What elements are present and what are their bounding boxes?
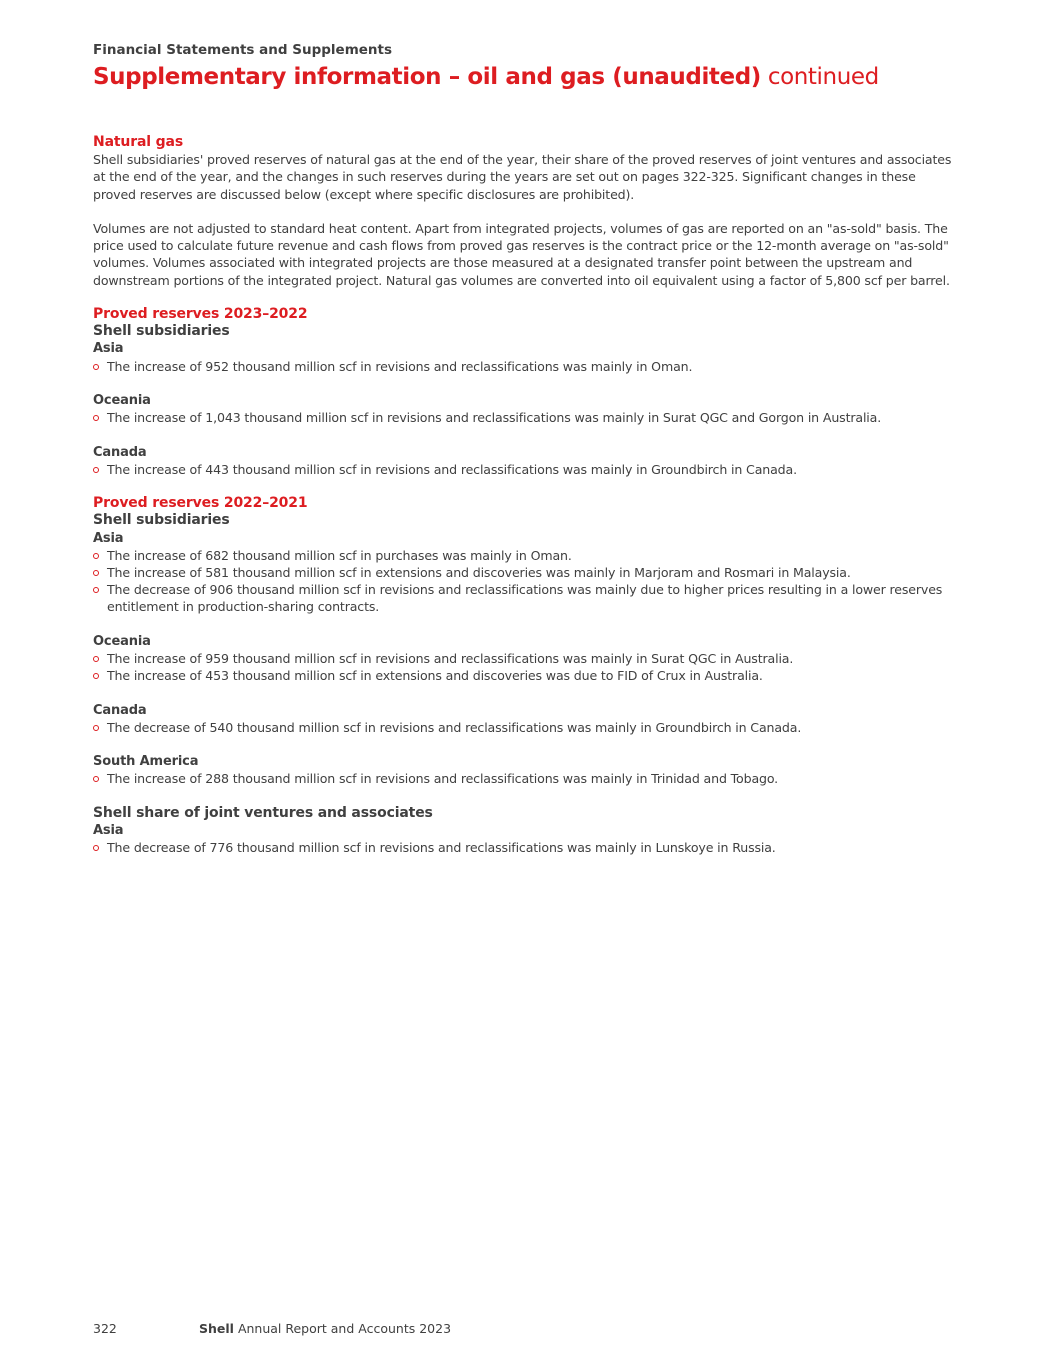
bullet-list [93,719,953,736]
list-item: The decrease of 906 thousand million scf in revisions and reclassifications was mainly due to higher prices resulting in a lower reserves entitlement in production-sharing contracts. [93,581,953,615]
list-item: The increase of 952 thousand million scf in revisions and reclassifications was mainly in Oman. [93,358,953,375]
list-item: The increase of 959 thousand million scf in revisions and reclassifications was mainly in Surat QGC in Australia. [93,650,953,667]
natural-gas-heading: Natural gas [93,134,183,150]
list-item: The increase of 1,043 thousand million scf in revisions and reclassifications was mainly in Surat QGC and Gorgon in Australia. [93,409,953,426]
page-title-suffix: continued [767,64,879,90]
bullet-list [93,461,953,478]
shell-subsidiaries-heading: Shell subsidiaries [93,323,230,340]
list-item: The increase of 581 thousand million scf in extensions and discoveries was mainly in Marjoram and Rosmari in Malaysia. [93,564,953,581]
region-canada: Canada [93,444,147,460]
report-name: Annual Report and Accounts 2023 [237,1321,452,1336]
jv-associates-heading: Shell share of joint ventures and associates [93,804,433,821]
region-oceania: Oceania [93,633,151,649]
bullet-list [93,650,953,684]
intro-paragraph-2: Volumes are not adjusted to standard heat content. Apart from integrated projects, volumes of gas are reported on an "as-sold" basis. The price used to calculate future revenue and cash flows from proved gas reserves is the contract price or the 12-month average on "as-sold" volumes. Volumes associated with integrated projects are those measured at a designated transfer point between the upstream and downstream portions of the integrated project. Natural gas volumes are converted into oil equivalent using a factor of 5,800 scf per barrel. [93,221,950,288]
list-item: The increase of 682 thousand million scf in purchases was mainly in Oman. [93,547,953,564]
body-content [93,134,953,856]
bullet-list [93,547,953,616]
bullet-list [93,358,953,375]
region-canada: Canada [93,702,147,718]
region-asia: Asia [93,530,124,546]
region-asia: Asia [93,341,124,357]
proved-reserves-2022-heading: Proved reserves 2022–2021 [93,495,308,512]
list-item: The decrease of 776 thousand million scf in revisions and reclassifications was mainly in Lunskoye in Russia. [93,839,953,856]
list-item: The decrease of 540 thousand million scf in revisions and reclassifications was mainly in Groundbirch in Canada. [93,719,953,736]
list-item: The increase of 288 thousand million scf in revisions and reclassifications was mainly in Trinidad and Tobago. [93,770,953,787]
footer-brand [199,1321,451,1336]
bullet-list [93,839,953,856]
page-title-main: Supplementary information – oil and gas (unaudited) [93,64,761,90]
list-item: The increase of 453 thousand million scf in extensions and discoveries was due to FID of Crux in Australia. [93,667,953,684]
region-oceania: Oceania [93,393,151,408]
list-item: The increase of 443 thousand million scf in revisions and reclassifications was mainly in Groundbirch in Canada. [93,461,953,478]
shell-subsidiaries-heading: Shell subsidiaries [93,512,230,529]
proved-reserves-2023-heading: Proved reserves 2023–2022 [93,306,308,322]
region-south-america: South America [93,754,199,770]
section-label: Financial Statements and Supplements [93,42,393,58]
bullet-list [93,409,953,426]
brand-name: Shell [199,1321,234,1336]
page-title [93,64,879,90]
intro-paragraph-1: Shell subsidiaries' proved reserves of natural gas at the end of the year, their share of the proved reserves of joint ventures and associates at the end of the year, and the changes in such reserves during the years are set out on pages 322-325. Significant changes in these proved reserves are discussed below (except where specific disclosures are prohibited). [93,152,952,202]
region-asia: Asia [93,822,124,838]
bullet-list [93,770,953,787]
page-number: 322 [93,1321,117,1336]
